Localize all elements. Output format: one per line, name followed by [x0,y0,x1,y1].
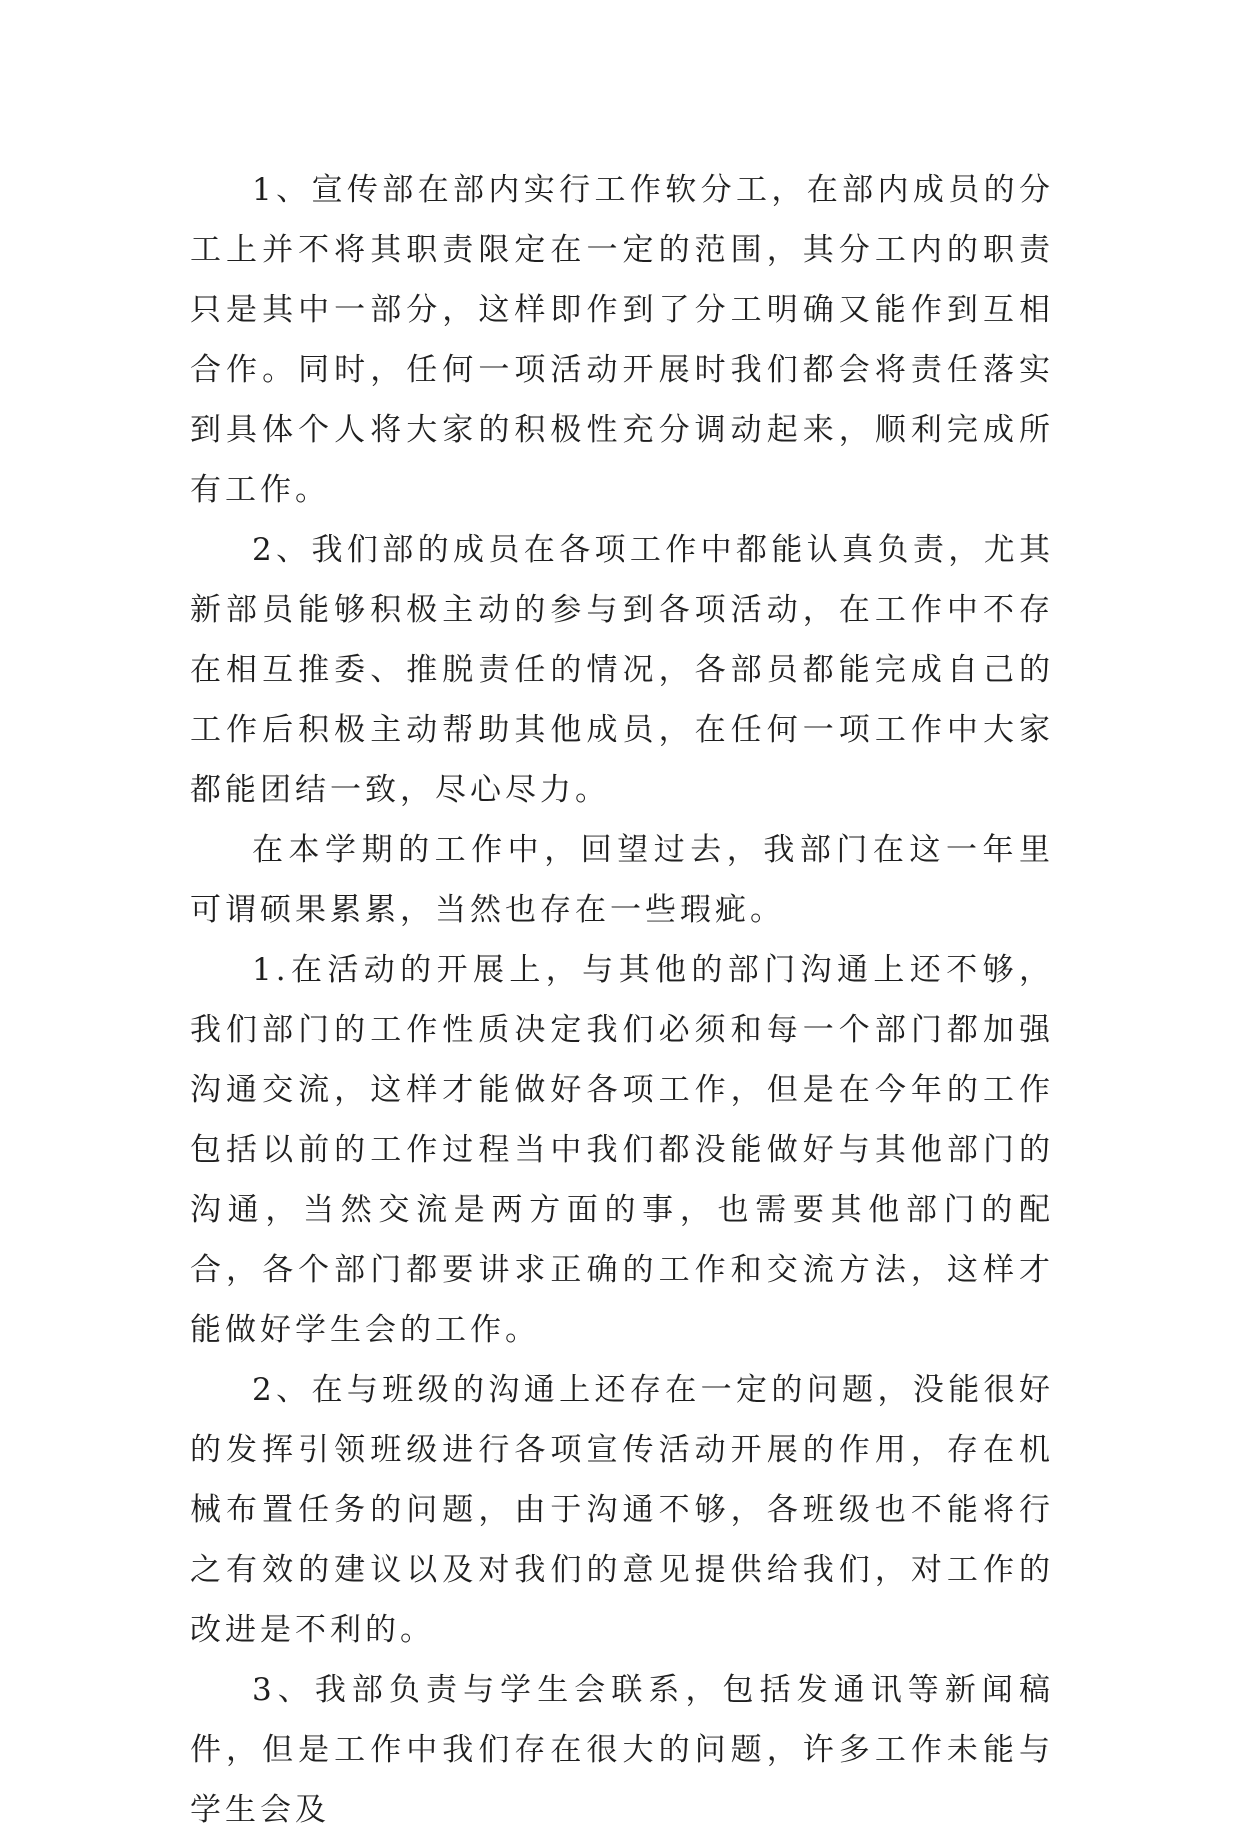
paragraph-3: 在本学期的工作中，回望过去，我部门在这一年里可谓硕果累累，当然也存在一些瑕疵。 [190,832,1054,928]
paragraph-2: 2、我们部的成员在各项工作中都能认真负责，尤其新部员能够积极主动的参与到各项活动，在工作中不存在相互推委、推脱责任的情况，各部员都能完成自己的工作后积极主动帮助其他成员，在任何一项工作中大家都能团结一致，尽心尽力。 [190,532,1054,808]
paragraph-4: 1.在活动的开展上，与其他的部门沟通上还不够，我们部门的工作性质决定我们必须和每一个部门都加强沟通交流，这样才能做好各项工作，但是在今年的工作包括以前的工作过程当中我们都没能做好与其他部门的沟通，当然交流是两方面的事，也需要其他部门的配合，各个部门都要讲求正确的工作和交流方法，这样才能做好学生会的工作。 [190,952,1054,1348]
paragraph-6: 3、我部负责与学生会联系，包括发通讯等新闻稿件，但是工作中我们存在很大的问题，许多工作未能与学生会及 [190,1672,1054,1828]
paragraph-5: 2、在与班级的沟通上还存在一定的问题，没能很好的发挥引领班级进行各项宣传活动开展的作用，存在机械布置任务的问题，由于沟通不够，各班级也不能将行之有效的建议以及对我们的意见提供给我们，对工作的改进是不利的。 [190,1372,1054,1648]
paragraph-1: 1、宣传部在部内实行工作软分工，在部内成员的分工上并不将其职责限定在一定的范围，其分工内的职责只是其中一部分，这样即作到了分工明确又能作到互相合作。同时，任何一项活动开展时我们都会将责任落实到具体个人将大家的积极性充分调动起来，顺利完成所有工作。 [190,172,1054,508]
document-body [190,160,1054,1840]
